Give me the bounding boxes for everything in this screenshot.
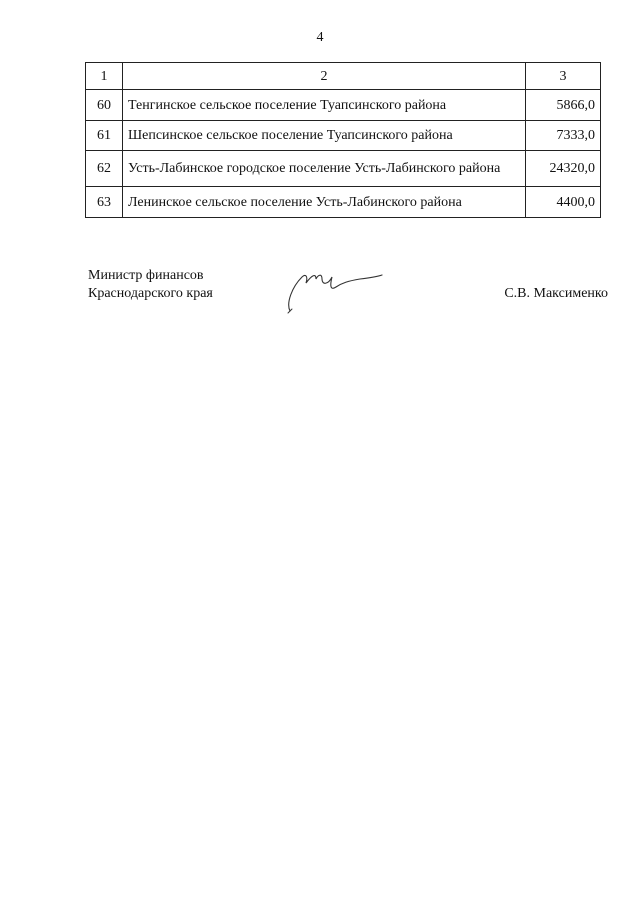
handwritten-signature: [278, 265, 388, 315]
column-header-2: 2: [123, 63, 526, 90]
settlement-name: Усть-Лабинское городское поселение Усть-Лабинского района: [123, 151, 526, 187]
table-header-row: [86, 63, 601, 90]
row-number: 63: [86, 187, 123, 218]
page-number: 4: [316, 30, 324, 45]
table-row: [86, 187, 601, 218]
signer-title: [88, 267, 213, 303]
table-row: [86, 90, 601, 121]
amount-value: 24320,0: [526, 151, 601, 187]
amount-value: 4400,0: [526, 187, 601, 218]
signer-title-line2: Краснодарского края: [88, 286, 213, 301]
table-row: [86, 151, 601, 187]
row-number: 61: [86, 121, 123, 151]
signer-name: С.В. Максименко: [504, 286, 608, 301]
row-number: 62: [86, 151, 123, 187]
signer-title-line1: Министр финансов: [88, 268, 204, 283]
settlement-name: Тенгинское сельское поселение Туапсинского района: [123, 90, 526, 121]
row-number: 60: [86, 90, 123, 121]
settlement-name: Ленинское сельское поселение Усть-Лабинского района: [123, 187, 526, 218]
signature-block: [88, 267, 608, 327]
amount-value: 7333,0: [526, 121, 601, 151]
settlement-name: Шепсинское сельское поселение Туапсинского района: [123, 121, 526, 151]
data-table: [85, 62, 601, 218]
table-row: [86, 121, 601, 151]
column-header-1: 1: [86, 63, 123, 90]
amount-value: 5866,0: [526, 90, 601, 121]
column-header-3: 3: [526, 63, 601, 90]
